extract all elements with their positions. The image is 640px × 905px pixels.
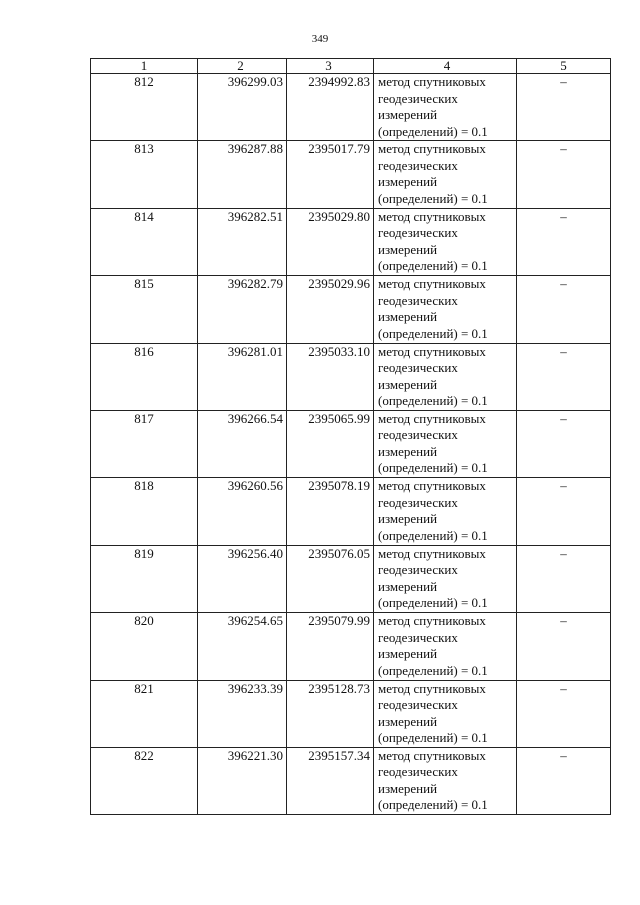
x-coordinate-cell: 396266.54 — [198, 410, 287, 477]
y-coordinate-cell: 2395128.73 — [287, 680, 374, 747]
method-line: метод спутниковых — [378, 478, 486, 494]
method-line: (определений) = 0.1 — [378, 123, 488, 139]
point-number-cell: 818 — [91, 478, 198, 545]
page-number: 349 — [311, 33, 329, 45]
table-row — [91, 343, 611, 410]
point-number-cell: 819 — [91, 545, 198, 612]
point-number-cell: 817 — [91, 410, 198, 477]
y-coordinate-cell: 2395065.99 — [287, 410, 374, 477]
method-line: (определений) = 0.1 — [378, 527, 488, 543]
header-col-3: 3 — [287, 59, 374, 74]
y-coordinate-cell: 2395076.05 — [287, 545, 374, 612]
y-coordinate-cell: 2395033.10 — [287, 343, 374, 410]
method-line: метод спутниковых — [378, 208, 486, 224]
method-cell — [374, 74, 517, 141]
method-line: геодезических — [378, 292, 458, 308]
method-line: метод спутниковых — [378, 141, 486, 157]
x-coordinate-cell: 396282.79 — [198, 276, 287, 343]
note-cell: – — [517, 747, 611, 814]
table-row — [91, 613, 611, 680]
y-coordinate-cell: 2395157.34 — [287, 747, 374, 814]
table-row — [91, 545, 611, 612]
header-col-1: 1 — [91, 59, 198, 74]
method-cell — [374, 410, 517, 477]
method-line: метод спутниковых — [378, 545, 486, 561]
method-line: (определений) = 0.1 — [378, 258, 488, 274]
table-row — [91, 410, 611, 477]
y-coordinate-cell: 2395017.79 — [287, 141, 374, 208]
method-line: измерений — [378, 241, 438, 257]
method-line: метод спутниковых — [378, 276, 486, 292]
y-coordinate-cell: 2395029.80 — [287, 208, 374, 275]
method-line: (определений) = 0.1 — [378, 730, 488, 746]
x-coordinate-cell: 396256.40 — [198, 545, 287, 612]
note-cell: – — [517, 545, 611, 612]
table-row — [91, 208, 611, 275]
x-coordinate-cell: 396281.01 — [198, 343, 287, 410]
method-cell — [374, 276, 517, 343]
method-line: геодезических — [378, 360, 458, 376]
x-coordinate-cell: 396260.56 — [198, 478, 287, 545]
method-line: измерений — [378, 780, 438, 796]
method-line: измерений — [378, 578, 438, 594]
method-line: (определений) = 0.1 — [378, 662, 488, 678]
note-cell: – — [517, 141, 611, 208]
method-cell — [374, 478, 517, 545]
table-body — [91, 74, 611, 815]
method-line: (определений) = 0.1 — [378, 797, 488, 813]
method-line: геодезических — [378, 494, 458, 510]
note-cell: – — [517, 478, 611, 545]
method-line: (определений) = 0.1 — [378, 460, 488, 476]
point-number-cell: 820 — [91, 613, 198, 680]
method-line: геодезических — [378, 157, 458, 173]
point-number-cell: 816 — [91, 343, 198, 410]
point-number-cell: 821 — [91, 680, 198, 747]
x-coordinate-cell: 396287.88 — [198, 141, 287, 208]
y-coordinate-cell: 2395079.99 — [287, 613, 374, 680]
point-number-cell: 813 — [91, 141, 198, 208]
method-line: измерений — [378, 107, 438, 122]
method-line: измерений — [378, 174, 438, 190]
note-cell: – — [517, 343, 611, 410]
table-row — [91, 276, 611, 343]
method-line: метод спутниковых — [378, 747, 486, 763]
method-line: геодезических — [378, 764, 458, 780]
point-number-cell: 815 — [91, 276, 198, 343]
note-cell: – — [517, 680, 611, 747]
x-coordinate-cell: 396233.39 — [198, 680, 287, 747]
method-cell — [374, 141, 517, 208]
method-line: метод спутниковых — [378, 410, 486, 426]
x-coordinate-cell: 396282.51 — [198, 208, 287, 275]
x-coordinate-cell: 396254.65 — [198, 613, 287, 680]
method-cell — [374, 343, 517, 410]
table-row — [91, 747, 611, 814]
y-coordinate-cell: 2395029.96 — [287, 276, 374, 343]
method-line: метод спутниковых — [378, 613, 486, 629]
x-coordinate-cell: 396221.30 — [198, 747, 287, 814]
method-line: измерений — [378, 443, 438, 459]
header-col-4: 4 — [374, 59, 517, 74]
method-line: геодезических — [378, 562, 458, 578]
method-line: (определений) = 0.1 — [378, 595, 488, 611]
y-coordinate-cell: 2394992.83 — [287, 74, 374, 141]
y-coordinate-cell: 2395078.19 — [287, 478, 374, 545]
table-row — [91, 478, 611, 545]
method-line: геодезических — [378, 427, 458, 443]
header-row — [91, 59, 611, 74]
coordinates-table — [90, 58, 611, 815]
method-cell — [374, 680, 517, 747]
point-number-cell: 814 — [91, 208, 198, 275]
method-line: (определений) = 0.1 — [378, 393, 488, 409]
table-header — [91, 59, 611, 74]
method-cell — [374, 208, 517, 275]
note-cell: – — [517, 613, 611, 680]
note-cell: – — [517, 208, 611, 275]
point-number-cell: 812 — [91, 74, 198, 141]
method-line: измерений — [378, 511, 438, 527]
method-line: метод спутниковых — [378, 343, 486, 359]
table-row — [91, 74, 611, 141]
method-line: геодезических — [378, 90, 458, 106]
method-line: геодезических — [378, 629, 458, 645]
method-line: метод спутниковых — [378, 74, 486, 89]
header-col-5: 5 — [517, 59, 611, 74]
point-number-cell: 822 — [91, 747, 198, 814]
table-row — [91, 141, 611, 208]
method-line: (определений) = 0.1 — [378, 325, 488, 341]
note-cell: – — [517, 410, 611, 477]
method-cell — [374, 747, 517, 814]
method-line: геодезических — [378, 697, 458, 713]
x-coordinate-cell: 396299.03 — [198, 74, 287, 141]
method-line: (определений) = 0.1 — [378, 190, 488, 206]
method-line: геодезических — [378, 225, 458, 241]
method-line: измерений — [378, 309, 438, 325]
method-line: измерений — [378, 713, 438, 729]
method-line: измерений — [378, 646, 438, 662]
note-cell: – — [517, 276, 611, 343]
header-col-2: 2 — [198, 59, 287, 74]
method-line: метод спутниковых — [378, 680, 486, 696]
note-cell: – — [517, 74, 611, 141]
method-cell — [374, 545, 517, 612]
table-row — [91, 680, 611, 747]
method-cell — [374, 613, 517, 680]
method-line: измерений — [378, 376, 438, 392]
